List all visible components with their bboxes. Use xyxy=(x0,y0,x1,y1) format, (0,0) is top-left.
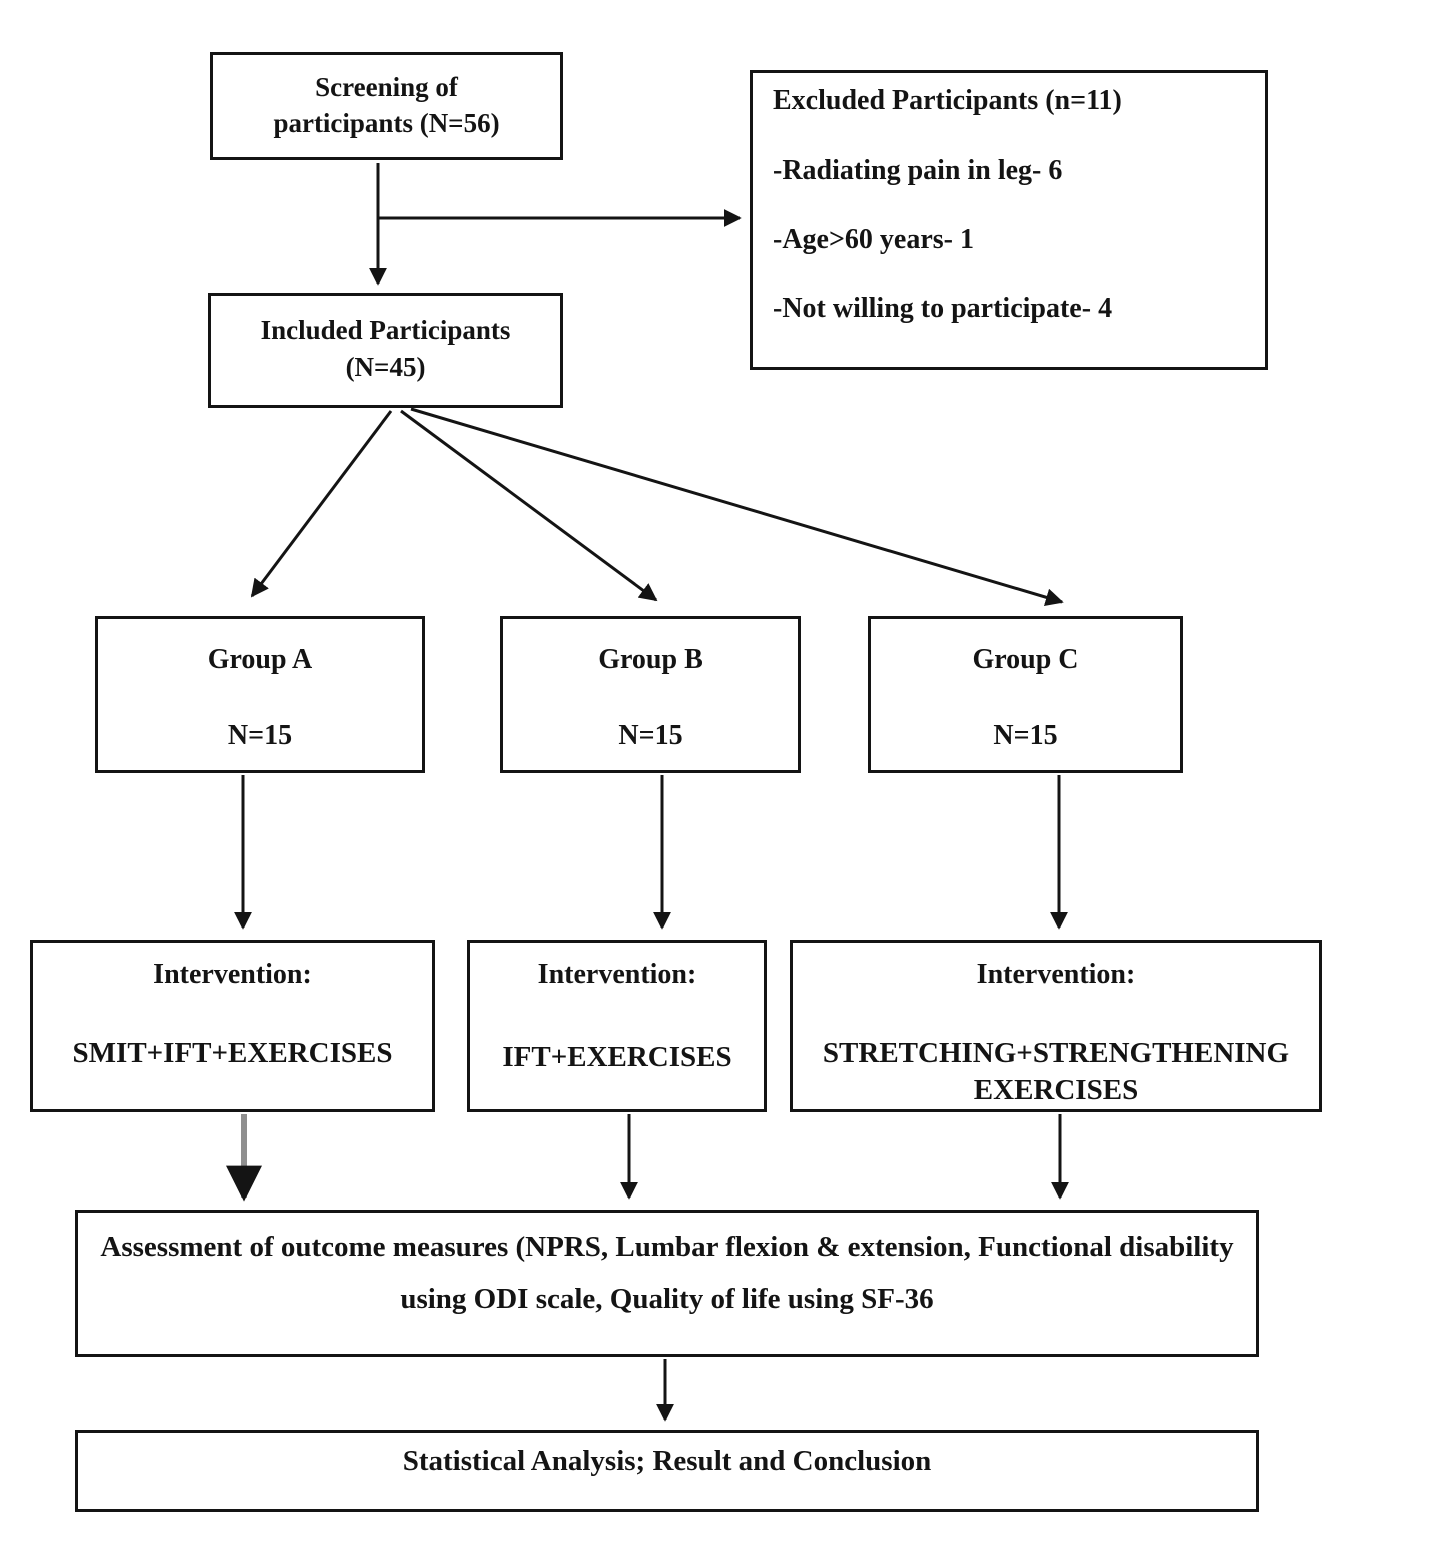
group-a-box xyxy=(95,616,425,773)
arrow-included-to-group-a xyxy=(252,411,391,596)
intervention-c-detail: STRETCHING+STRENGTHENING EXERCISES xyxy=(822,1037,1290,1106)
excluded-reason: -Radiating pain in leg- 6 xyxy=(773,155,1063,186)
screening-line2: participants (N=56) xyxy=(273,108,500,138)
screening-line1: Screening of xyxy=(315,72,458,102)
excluded-box xyxy=(750,70,1268,370)
screening-box xyxy=(210,52,563,160)
included-line2: (N=45) xyxy=(345,352,426,382)
arrow-included-to-group-c xyxy=(411,409,1062,602)
arrow-included-to-group-b xyxy=(401,411,656,600)
group-c-count: N=15 xyxy=(993,720,1058,751)
excluded-reason: -Age>60 years- 1 xyxy=(773,224,975,255)
group-a-count: N=15 xyxy=(227,720,293,751)
intervention-c-title: Intervention: xyxy=(976,959,1136,990)
excluded-reason: -Not willing to participate- 4 xyxy=(773,293,1113,324)
group-b-count: N=15 xyxy=(618,720,683,751)
assessment-box: Assessment of outcome measures (NPRS, Lumbar flexion & extension, Functional disability using ODI scale, Quality of life using SF-36 xyxy=(75,1210,1259,1357)
excluded-title: Excluded Participants (n=11) xyxy=(773,85,1122,116)
group-a-name: Group A xyxy=(207,644,313,675)
intervention-b-detail: IFT+EXERCISES xyxy=(502,1041,732,1073)
group-c-name: Group C xyxy=(972,644,1079,675)
included-box xyxy=(208,293,563,408)
intervention-a-detail: SMIT+IFT+EXERCISES xyxy=(72,1037,393,1069)
intervention-c-box xyxy=(790,940,1322,1112)
group-b-box xyxy=(500,616,801,773)
intervention-a-box xyxy=(30,940,435,1112)
included-line1: Included Participants xyxy=(260,315,511,345)
group-c-box xyxy=(868,616,1183,773)
statistical-box: Statistical Analysis; Result and Conclusion xyxy=(75,1430,1259,1512)
intervention-b-title: Intervention: xyxy=(537,959,697,990)
intervention-b-box xyxy=(467,940,767,1112)
intervention-a-title: Intervention: xyxy=(153,959,312,990)
group-b-name: Group B xyxy=(598,644,703,675)
